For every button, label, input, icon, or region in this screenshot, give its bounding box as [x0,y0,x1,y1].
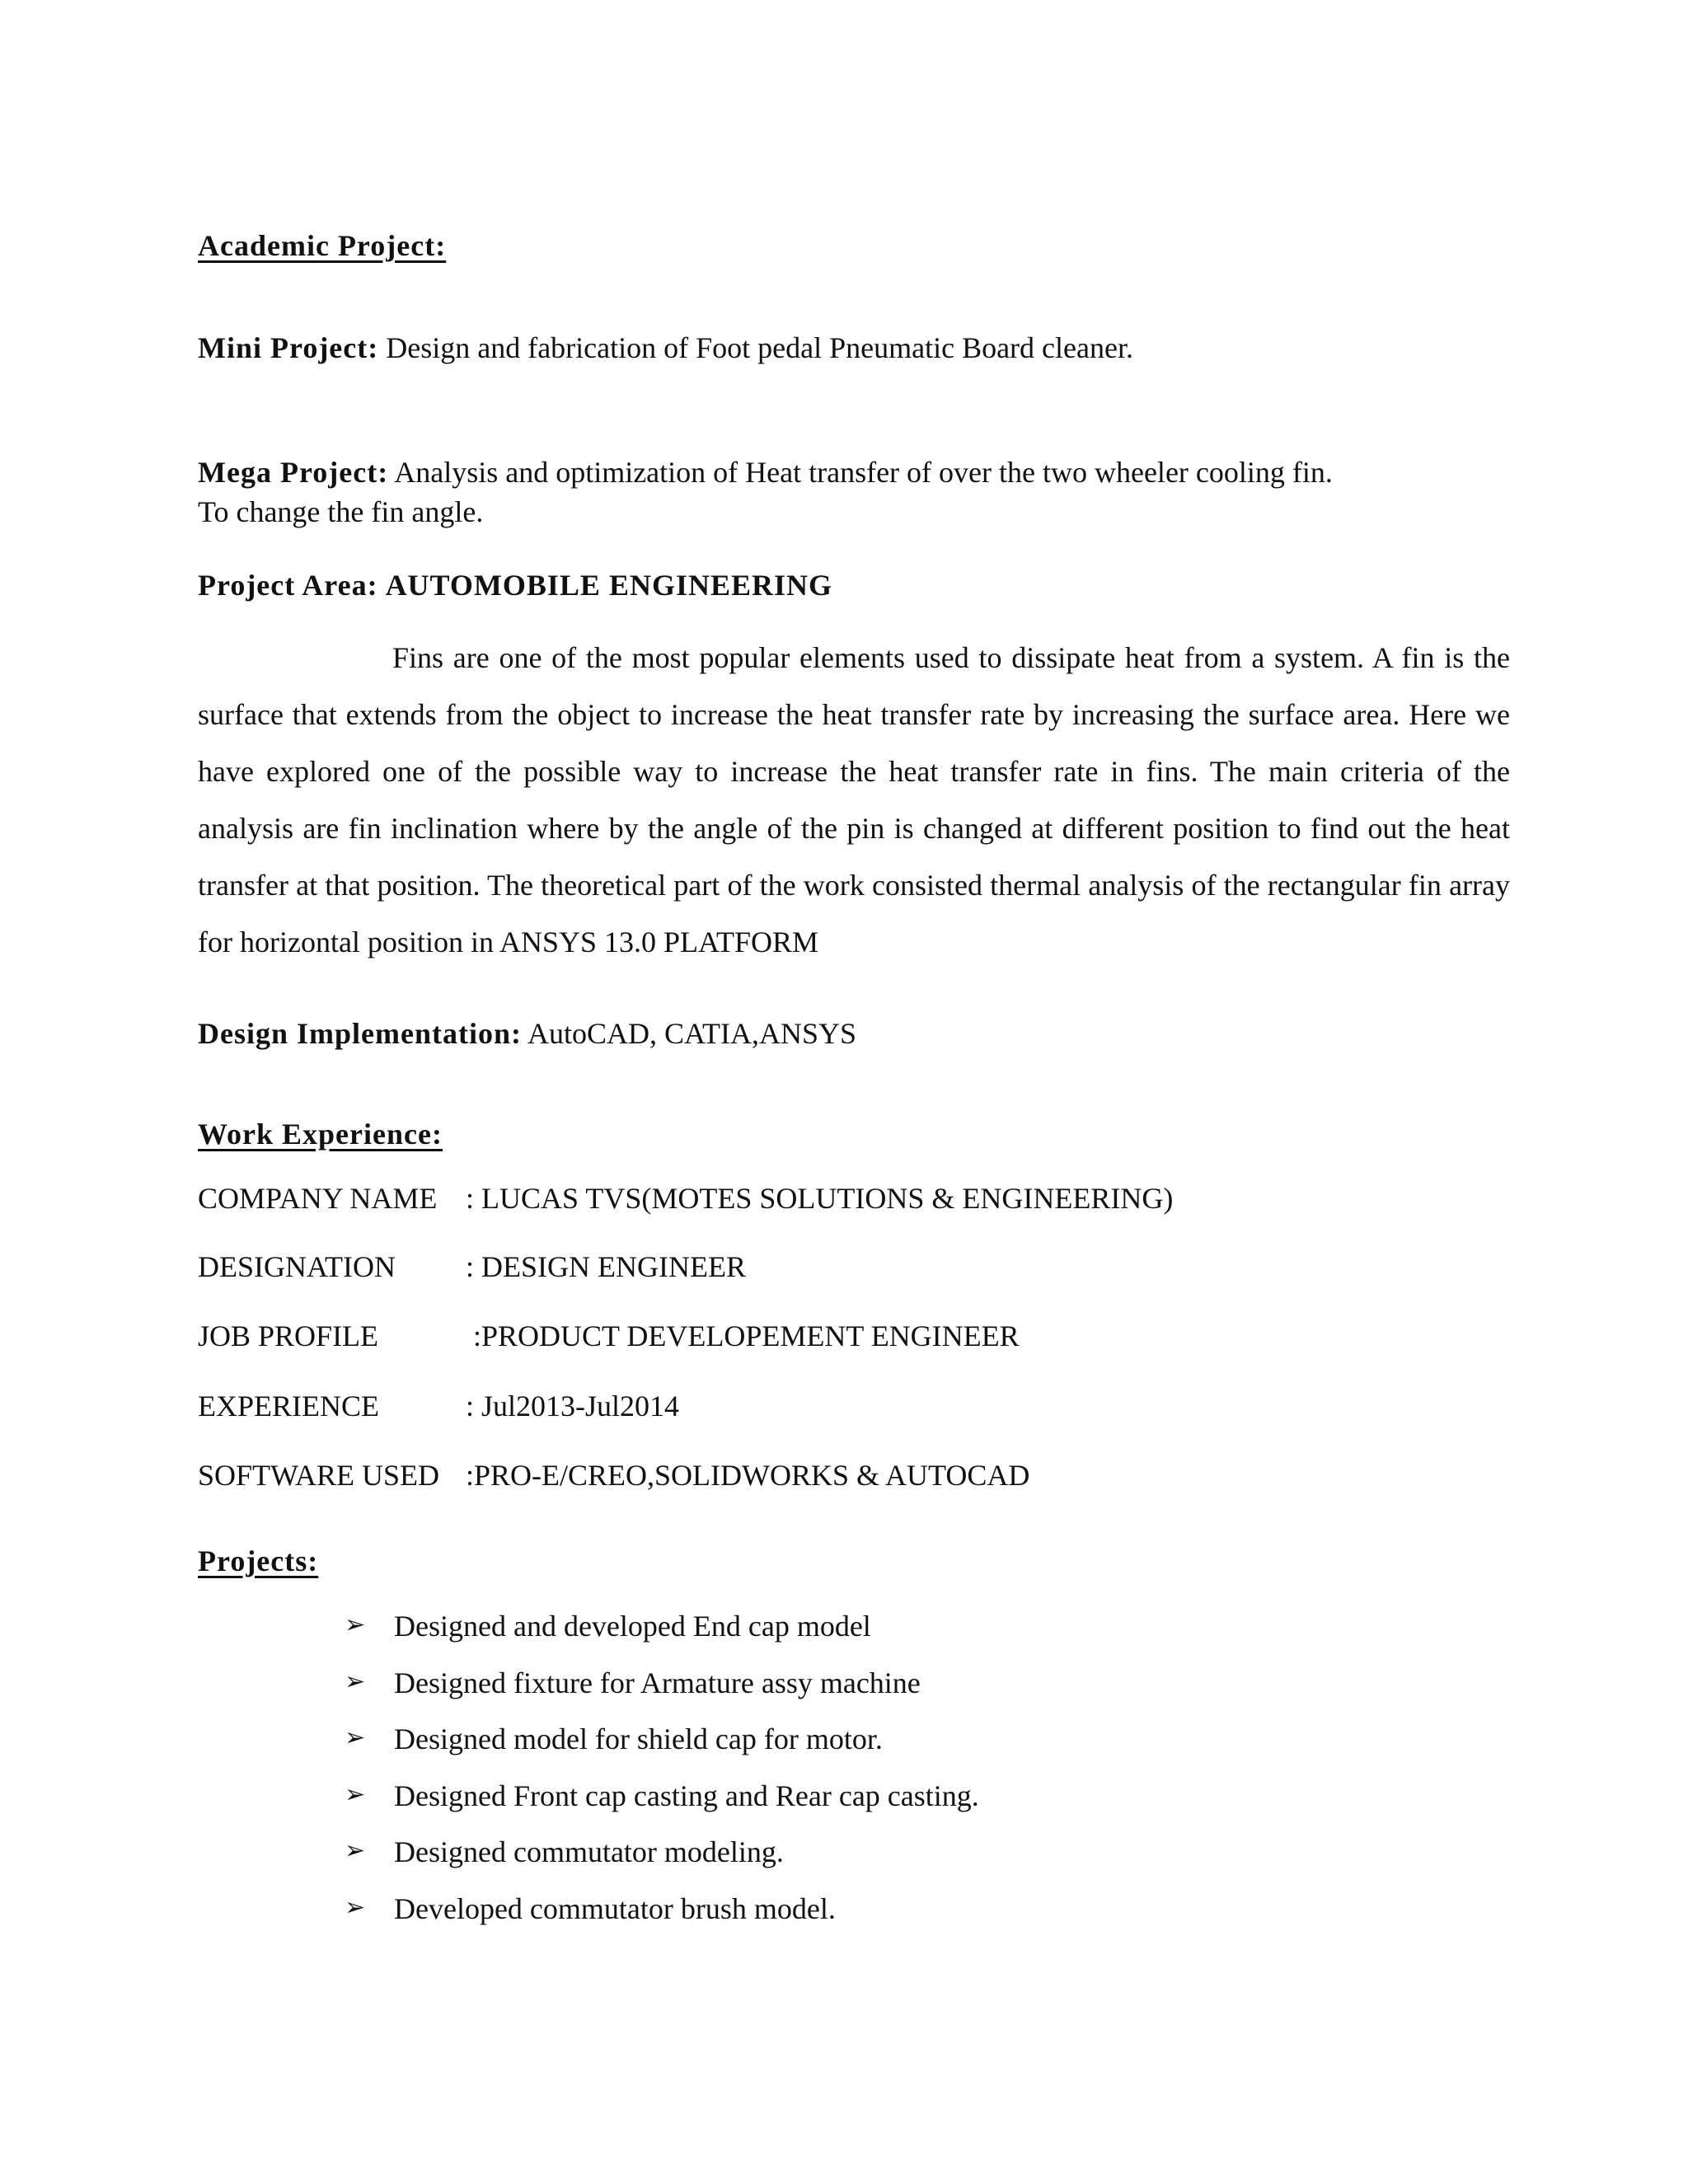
list-item-text: Designed and developed End cap model [394,1610,871,1643]
work-row-label: JOB PROFILE [198,1319,379,1352]
academic-project-heading: Academic Project: [198,229,447,262]
project-area-label: Project Area: [198,569,378,602]
design-implementation-label: Design Implementation: [198,1017,522,1050]
list-item-text: Designed model for shield cap for motor. [394,1722,883,1755]
mega-project-label: Mega Project: [198,456,389,489]
work-row-value: : LUCAS TVS(MOTES SOLUTIONS & ENGINEERING) [466,1182,1174,1215]
design-implementation-value: AutoCAD, CATIA,ANSYS [528,1017,857,1050]
list-item [345,1781,979,1838]
arrow-bullet-icon: ➢ [345,1779,366,1809]
work-row-designation [198,1252,746,1282]
list-item [345,1837,979,1894]
work-experience-heading: Work Experience: [198,1118,443,1151]
projects-heading: Projects: [198,1544,319,1577]
mega-project-text-2: To change the fin angle. [198,495,484,528]
work-row-label: DESIGNATION [198,1250,396,1283]
mini-project-line [198,333,1133,363]
list-item [345,1891,979,1951]
mini-project-text: Design and fabrication of Foot pedal Pneumatic Board cleaner. [386,331,1133,364]
work-row-value: : Jul2013-Jul2014 [466,1390,680,1422]
list-item [345,1611,979,1668]
arrow-bullet-icon: ➢ [345,1666,366,1696]
work-row-label: COMPANY NAME [198,1182,438,1215]
list-item-text: Designed Front cap casting and Rear cap casting. [394,1779,979,1812]
project-area-value: AUTOMOBILE ENGINEERING [385,569,832,602]
arrow-bullet-icon: ➢ [345,1836,366,1865]
work-row-experience [198,1391,679,1421]
arrow-bullet-icon: ➢ [345,1610,366,1639]
list-item [345,1668,979,1725]
work-row-value: : DESIGN ENGINEER [466,1250,746,1283]
mini-project-label: Mini Project: [198,331,379,364]
project-description [198,630,1510,971]
project-description-text: Fins are one of the most popular elements used to dissipate heat from a system. A fin is the surface that extends from the object to increase the heat transfer rate by increasing the surface area. Here we have explored one of the possible way to increase the heat transfer rate in fins. The main criteria of the analysis are fin inclination where by the angle of the pin is changed at different position to find out the heat transfer at that position. The theoretical part of the work consisted thermal analysis of the rectangular fin array for horizontal position in ANSYS 13.0 PLATFORM [198,641,1510,958]
work-row-software [198,1460,1029,1490]
work-row-value: :PRODUCT DEVELOPEMENT ENGINEER [466,1319,1020,1352]
mega-project-text: Analysis and optimization of Heat transfer of over the two wheeler cooling fin. [394,456,1333,489]
work-row-value: :PRO-E/CREO,SOLIDWORKS & AUTOCAD [466,1459,1030,1492]
design-implementation-line [198,1019,856,1048]
list-item-text: Designed commutator modeling. [394,1835,784,1868]
arrow-bullet-icon: ➢ [345,1892,366,1922]
projects-list [345,1611,979,1950]
work-row-label: EXPERIENCE [198,1390,379,1422]
work-row-label: SOFTWARE USED [198,1459,440,1492]
arrow-bullet-icon: ➢ [345,1723,366,1752]
mega-project-line [198,457,1333,487]
work-row-company [198,1183,1173,1213]
list-item-text: Developed commutator brush model. [394,1891,836,1925]
list-item [345,1724,979,1781]
work-row-job-profile [198,1321,1020,1351]
project-area-line [198,570,832,600]
list-item-text: Designed fixture for Armature assy machine [394,1666,921,1699]
